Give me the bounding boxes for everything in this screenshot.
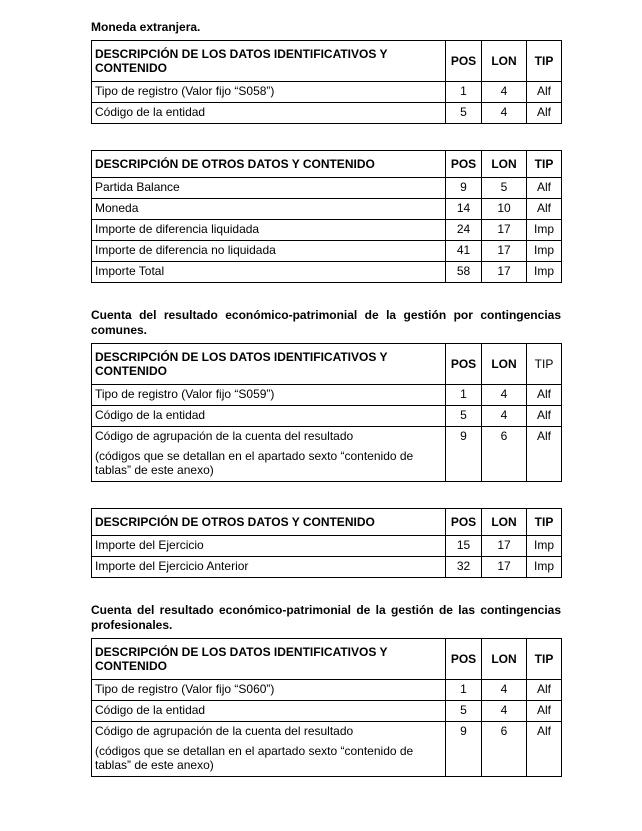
cell-pos: 58 xyxy=(446,262,482,283)
cell-pos: 5 xyxy=(446,406,482,427)
header-tip: TIP xyxy=(527,344,562,385)
cell-lon: 5 xyxy=(482,178,527,199)
header-descripcion: DESCRIPCIÓN DE OTROS DATOS Y CONTENIDO xyxy=(92,509,446,536)
table-row xyxy=(92,557,562,578)
cell-pos: 5 xyxy=(446,103,482,124)
cell-desc: Moneda xyxy=(92,199,446,220)
table-row xyxy=(92,262,562,283)
cell-desc: Código de la entidad xyxy=(92,103,446,124)
header-lon: LON xyxy=(482,639,527,680)
table-row xyxy=(92,722,562,777)
header-tip: TIP xyxy=(527,509,562,536)
section-heading-moneda-extranjera: Moneda extranjera. xyxy=(91,20,201,34)
cell-tip: Alf xyxy=(527,680,562,701)
table-row xyxy=(92,406,562,427)
table-row xyxy=(92,82,562,103)
table-row xyxy=(92,701,562,722)
table-row xyxy=(92,220,562,241)
cell-desc xyxy=(92,722,446,777)
cell-lon: 4 xyxy=(482,385,527,406)
cell-desc-main: Código de agrupación de la cuenta del resultado xyxy=(95,724,354,738)
cell-tip: Imp xyxy=(527,536,562,557)
cell-tip: Alf xyxy=(527,406,562,427)
header-pos: POS xyxy=(446,344,482,385)
cell-pos: 24 xyxy=(446,220,482,241)
cell-pos: 15 xyxy=(446,536,482,557)
cell-desc: Tipo de registro (Valor fijo “S059”) xyxy=(92,385,446,406)
cell-tip: Imp xyxy=(527,262,562,283)
cell-tip: Alf xyxy=(527,385,562,406)
cell-desc: Importe Total xyxy=(92,262,446,283)
table-header-row xyxy=(92,509,562,536)
cell-desc: Código de la entidad xyxy=(92,406,446,427)
cell-tip: Alf xyxy=(527,82,562,103)
table-datos-identificativos-s059 xyxy=(91,343,562,482)
cell-tip: Alf xyxy=(527,199,562,220)
cell-desc: Importe de diferencia no liquidada xyxy=(92,241,446,262)
header-pos: POS xyxy=(446,639,482,680)
cell-tip: Alf xyxy=(527,427,562,482)
table-header-row xyxy=(92,344,562,385)
cell-pos: 9 xyxy=(446,722,482,777)
cell-tip: Alf xyxy=(527,103,562,124)
table-header-row xyxy=(92,151,562,178)
cell-tip: Imp xyxy=(527,557,562,578)
section-heading-contingencias-comunes: Cuenta del resultado económico-patrimonial de la gestión por contingencias comunes. xyxy=(91,308,561,337)
cell-pos: 14 xyxy=(446,199,482,220)
table-row xyxy=(92,103,562,124)
cell-lon: 10 xyxy=(482,199,527,220)
table-otros-datos-s059 xyxy=(91,508,562,578)
header-tip: TIP xyxy=(527,639,562,680)
cell-lon: 6 xyxy=(482,427,527,482)
header-descripcion: DESCRIPCIÓN DE LOS DATOS IDENTIFICATIVOS Y CONTENIDO xyxy=(92,344,446,385)
cell-pos: 1 xyxy=(446,385,482,406)
cell-lon: 17 xyxy=(482,241,527,262)
cell-desc-main: Código de agrupación de la cuenta del resultado xyxy=(95,429,354,443)
table-row xyxy=(92,385,562,406)
cell-pos: 9 xyxy=(446,178,482,199)
cell-desc xyxy=(92,427,446,482)
header-tip: TIP xyxy=(527,41,562,82)
cell-desc: Tipo de registro (Valor fijo “S060”) xyxy=(92,680,446,701)
cell-pos: 32 xyxy=(446,557,482,578)
cell-tip: Alf xyxy=(527,701,562,722)
cell-desc: Importe del Ejercicio Anterior xyxy=(92,557,446,578)
cell-lon: 4 xyxy=(482,701,527,722)
cell-tip: Alf xyxy=(527,178,562,199)
table-row xyxy=(92,536,562,557)
cell-pos: 5 xyxy=(446,701,482,722)
table-header-row xyxy=(92,41,562,82)
header-descripcion: DESCRIPCIÓN DE LOS DATOS IDENTIFICATIVOS Y CONTENIDO xyxy=(92,41,446,82)
cell-pos: 41 xyxy=(446,241,482,262)
header-pos: POS xyxy=(446,151,482,178)
cell-desc: Tipo de registro (Valor fijo “S058”) xyxy=(92,82,446,103)
table-datos-identificativos-s060 xyxy=(91,638,562,777)
header-lon: LON xyxy=(482,151,527,178)
header-lon: LON xyxy=(482,509,527,536)
table-row xyxy=(92,241,562,262)
table-row xyxy=(92,680,562,701)
cell-desc: Partida Balance xyxy=(92,178,446,199)
header-descripcion: DESCRIPCIÓN DE OTROS DATOS Y CONTENIDO xyxy=(92,151,446,178)
cell-lon: 4 xyxy=(482,82,527,103)
header-pos: POS xyxy=(446,41,482,82)
cell-tip: Alf xyxy=(527,722,562,777)
cell-lon: 4 xyxy=(482,406,527,427)
section-heading-contingencias-profesionales: Cuenta del resultado económico-patrimonial de la gestión de las contingencias profesionales. xyxy=(91,603,561,632)
cell-desc: Código de la entidad xyxy=(92,701,446,722)
cell-pos: 9 xyxy=(446,427,482,482)
cell-pos: 1 xyxy=(446,82,482,103)
table-row xyxy=(92,427,562,482)
table-otros-datos-s058 xyxy=(91,150,562,283)
cell-lon: 4 xyxy=(482,103,527,124)
cell-pos: 1 xyxy=(446,680,482,701)
table-header-row xyxy=(92,639,562,680)
cell-lon: 17 xyxy=(482,536,527,557)
cell-desc-note: (códigos que se detallan en el apartado sexto “contenido de tablas” de este anexo) xyxy=(95,449,414,477)
header-lon: LON xyxy=(482,344,527,385)
cell-desc: Importe del Ejercicio xyxy=(92,536,446,557)
cell-desc-note: (códigos que se detallan en el apartado sexto “contenido de tablas” de este anexo) xyxy=(95,744,414,772)
table-row xyxy=(92,178,562,199)
cell-lon: 17 xyxy=(482,557,527,578)
cell-lon: 4 xyxy=(482,680,527,701)
cell-lon: 17 xyxy=(482,220,527,241)
table-datos-identificativos-s058 xyxy=(91,40,562,124)
cell-tip: Imp xyxy=(527,241,562,262)
cell-desc: Importe de diferencia liquidada xyxy=(92,220,446,241)
table-row xyxy=(92,199,562,220)
cell-lon: 17 xyxy=(482,262,527,283)
header-pos: POS xyxy=(446,509,482,536)
header-descripcion: DESCRIPCIÓN DE LOS DATOS IDENTIFICATIVOS Y CONTENIDO xyxy=(92,639,446,680)
header-tip: TIP xyxy=(527,151,562,178)
cell-lon: 6 xyxy=(482,722,527,777)
cell-tip: Imp xyxy=(527,220,562,241)
header-lon: LON xyxy=(482,41,527,82)
